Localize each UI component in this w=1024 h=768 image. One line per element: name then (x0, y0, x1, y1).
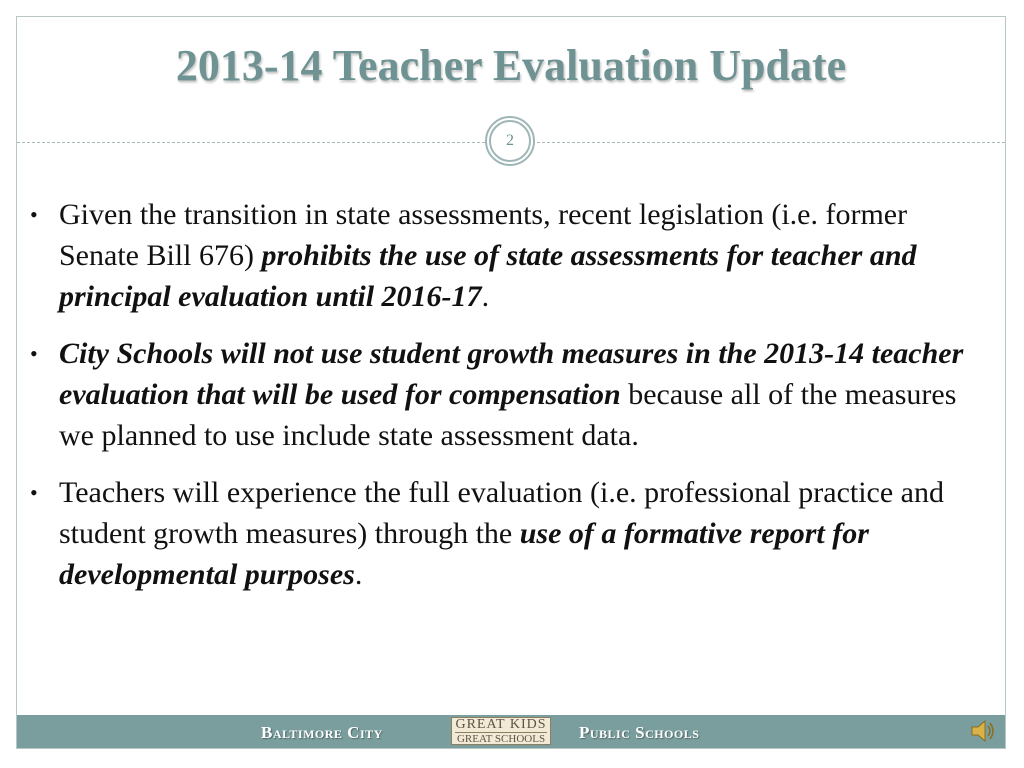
bullet-emphasis: City Schools will not use student growth measures in the 2013-14 teacher evaluation that will be used for compensation (59, 337, 964, 411)
slide-content (30, 194, 980, 611)
bullet-text-part: . (354, 558, 363, 591)
bullet-text-part: Given the transition in state assessments, recent legislation (i.e. former Senate Bill 676) (59, 198, 908, 272)
bullet-text-part: . (481, 280, 490, 313)
speaker-icon[interactable] (968, 717, 996, 745)
bullet-dot: • (30, 341, 38, 366)
footer-right-text: Public Schools (579, 723, 700, 742)
bullet-item (30, 472, 980, 595)
logo-line2: GREAT SCHOOLS (456, 733, 546, 745)
bullet-item (30, 333, 980, 456)
footer-bar (17, 715, 1005, 748)
bullet-dot: • (30, 202, 38, 227)
logo-line1: GREAT KIDS (455, 717, 547, 732)
page-number: 2 (489, 120, 531, 162)
bullet-text (59, 472, 980, 595)
bullet-text (59, 333, 980, 456)
page-number-badge (485, 116, 535, 166)
slide-title: 2013-14 Teacher Evaluation Update (175, 41, 847, 90)
bullet-text-part: Teachers will experience the full evaluation (i.e. professional practice and student growth measures) through the (59, 476, 944, 550)
bullet-emphasis: use of a formative report for developmental purposes (59, 517, 869, 591)
bullet-emphasis: prohibits the use of state assessments for teacher and principal evaluation until 2016-17 (59, 239, 917, 313)
bullet-item (30, 194, 980, 317)
great-kids-logo (451, 717, 551, 745)
bullet-text (59, 194, 980, 317)
bullet-dot: • (30, 480, 38, 505)
bullet-text-part: because all of the measures we planned to use include state assessment data. (59, 378, 957, 452)
footer-left-text: Baltimore City (261, 723, 383, 742)
